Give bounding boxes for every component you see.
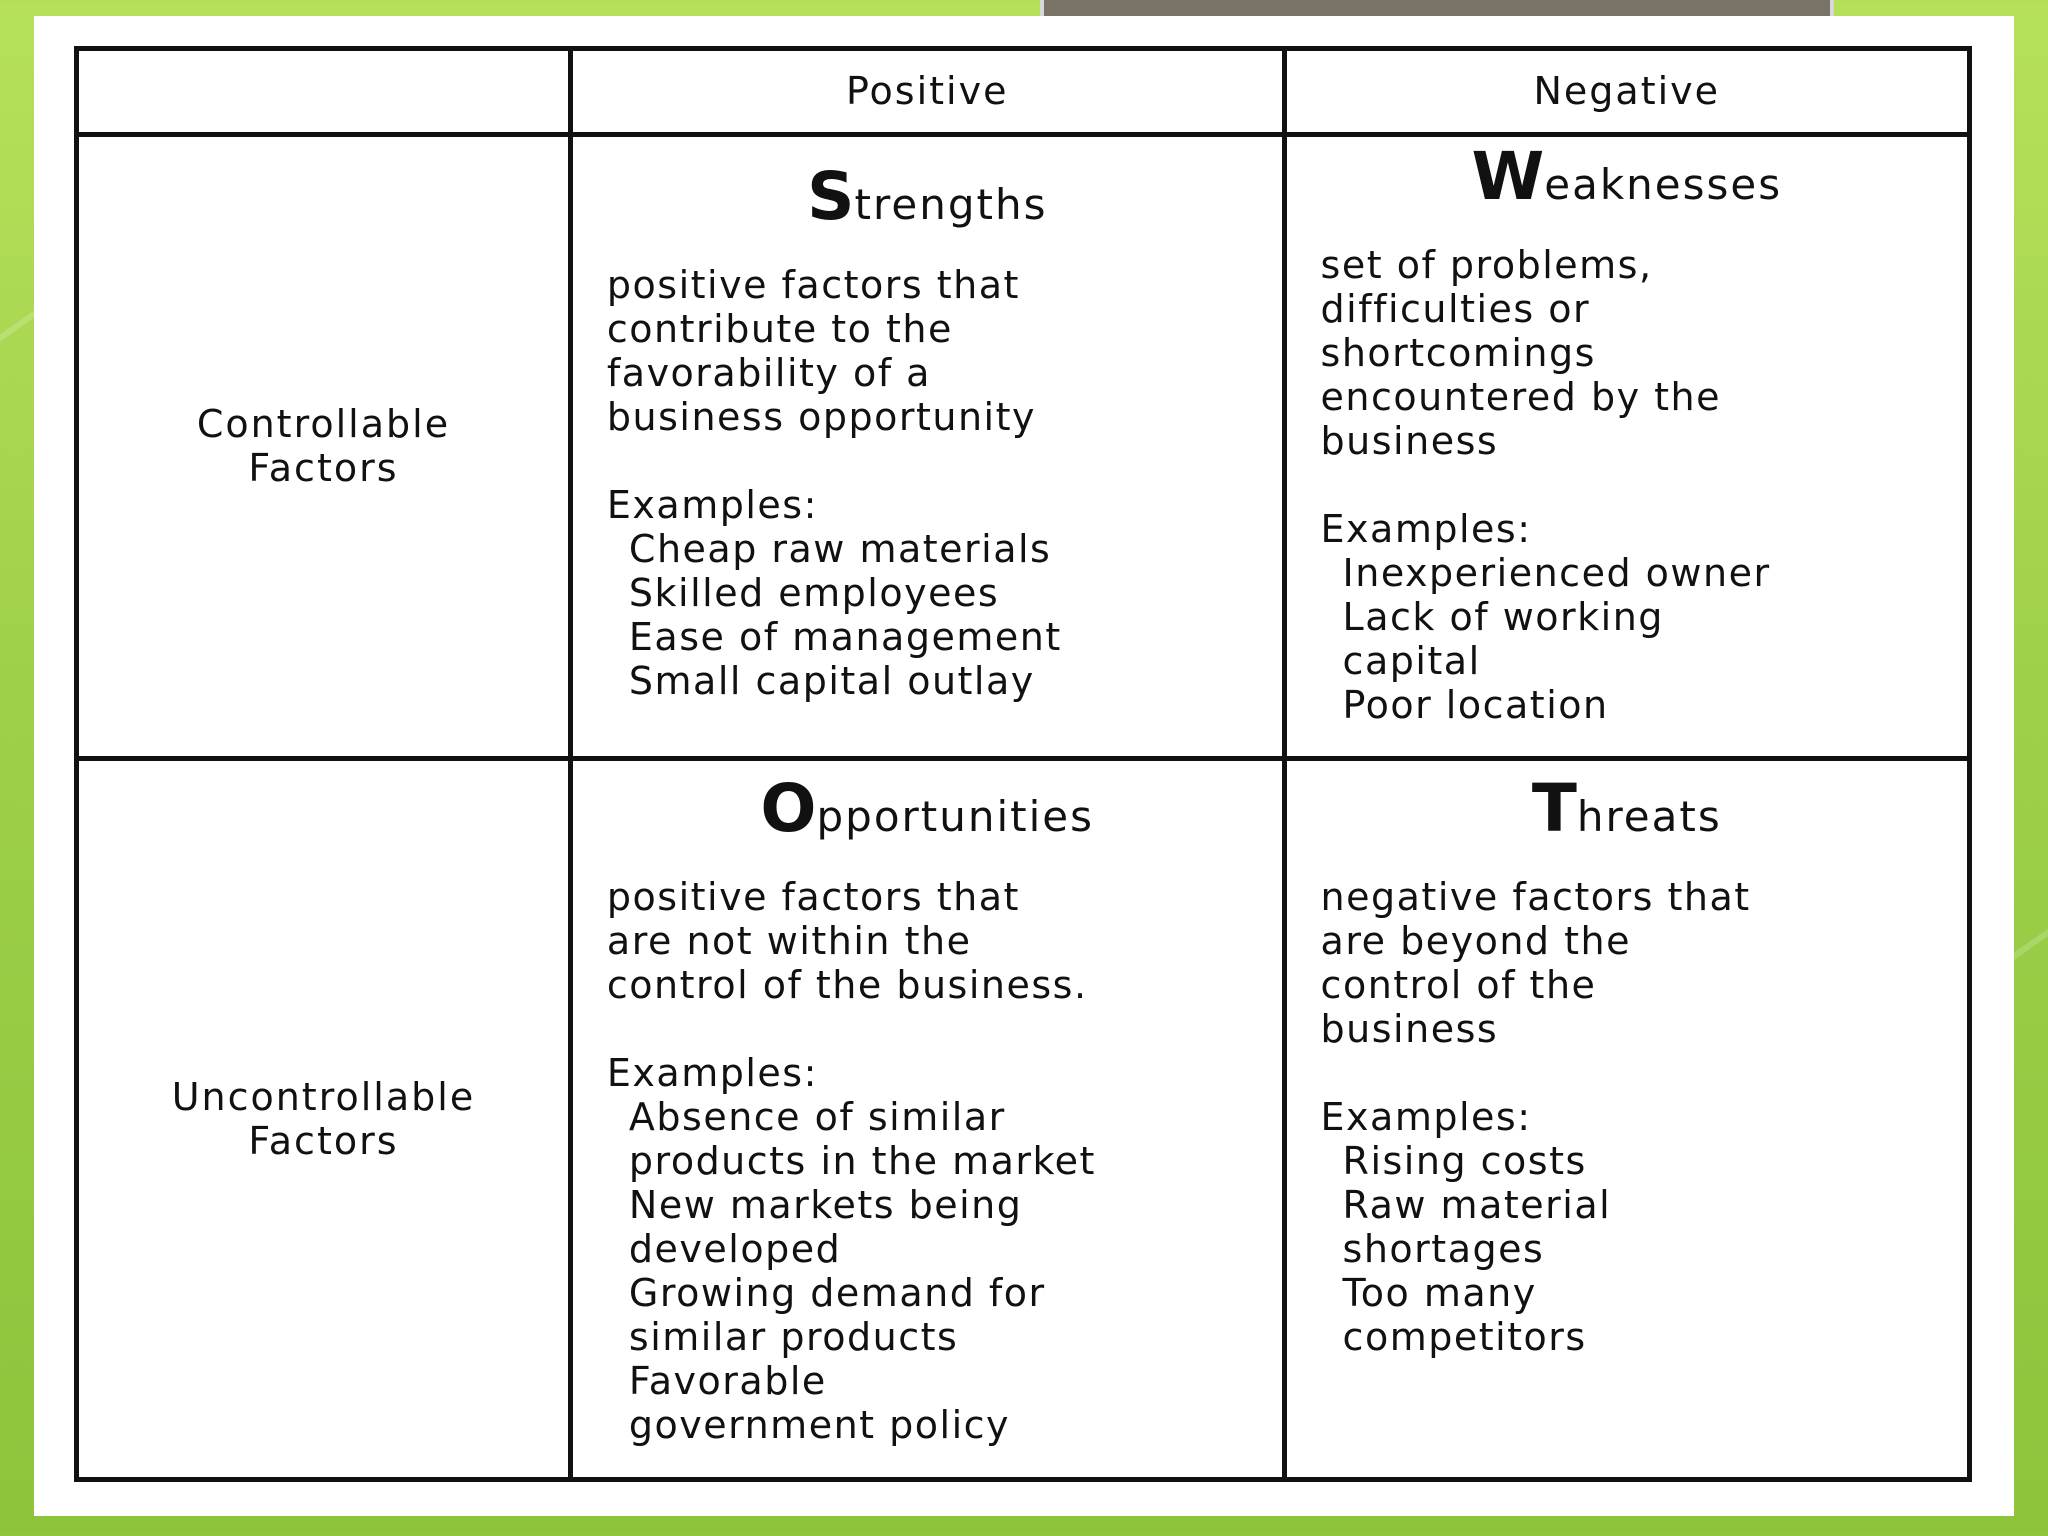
weaknesses-title xyxy=(1287,137,1967,215)
threats-title xyxy=(1287,769,1967,847)
examples-label: Examples: xyxy=(606,482,818,527)
strengths-cell xyxy=(570,134,1284,758)
example-item: Raw material xyxy=(1342,1182,1612,1227)
opportunities-examples xyxy=(607,1095,1282,1447)
description-line: business xyxy=(1320,1006,1499,1051)
row-label-line: Uncontrollable xyxy=(171,1074,476,1119)
example-item: developed xyxy=(628,1226,842,1271)
cropped-top-bar xyxy=(1040,0,1834,16)
example-item: Small capital outlay xyxy=(628,658,1035,703)
description-line: encountered by the xyxy=(1320,374,1722,419)
threats-examples xyxy=(1321,1139,1967,1359)
description-line: are beyond the xyxy=(1320,918,1631,963)
strengths-title xyxy=(573,157,1282,235)
description-line: control of the business. xyxy=(606,962,1088,1007)
example-item: Favorable xyxy=(628,1358,827,1403)
opportunities-title-rest: pportunities xyxy=(816,791,1095,841)
description-line: shortcomings xyxy=(1320,330,1596,375)
weaknesses-initial: W xyxy=(1471,137,1545,215)
description-line: business xyxy=(1320,418,1499,463)
threats-initial: T xyxy=(1531,769,1577,847)
description-line: difficulties or xyxy=(1320,286,1591,331)
strengths-initial: S xyxy=(807,157,855,235)
description-line: favorability of a xyxy=(606,350,931,395)
example-item: Too many xyxy=(1342,1270,1537,1315)
uncontrollable-row xyxy=(77,758,1970,1479)
row-label-line: Controllable xyxy=(196,402,451,447)
weaknesses-title-rest: eaknesses xyxy=(1544,159,1783,209)
example-item: Skilled employees xyxy=(628,570,1000,615)
example-item: competitors xyxy=(1342,1314,1587,1359)
example-item: Rising costs xyxy=(1342,1138,1587,1183)
opportunities-description xyxy=(607,875,1282,1007)
row-label-line: Factors xyxy=(248,1118,399,1163)
example-item: Absence of similar xyxy=(628,1094,1006,1139)
example-item: capital xyxy=(1342,638,1481,683)
description-line: positive factors that xyxy=(606,874,1020,919)
slide-panel xyxy=(34,16,2014,1516)
opportunities-title xyxy=(573,769,1282,847)
example-item: New markets being xyxy=(628,1182,1023,1227)
weaknesses-cell xyxy=(1284,134,1969,758)
example-item: Inexperienced owner xyxy=(1342,550,1771,595)
header-negative: Negative xyxy=(1284,49,1969,135)
description-line: positive factors that xyxy=(606,262,1020,307)
example-item: Poor location xyxy=(1342,682,1609,727)
description-line: are not within the xyxy=(606,918,972,963)
strengths-title-rest: trengths xyxy=(854,179,1048,229)
strengths-examples xyxy=(607,527,1282,703)
controllable-factors-label xyxy=(77,134,571,758)
swot-table xyxy=(74,46,1972,1482)
examples-label: Examples: xyxy=(1320,1094,1532,1139)
example-item: Ease of management xyxy=(628,614,1062,659)
example-item: Lack of working xyxy=(1342,594,1664,639)
description-line: set of problems, xyxy=(1320,242,1653,287)
header-blank-cell xyxy=(77,49,571,135)
threats-title-rest: hreats xyxy=(1576,791,1722,841)
uncontrollable-factors-label xyxy=(77,758,571,1479)
description-line: control of the xyxy=(1320,962,1597,1007)
header-row xyxy=(77,49,1970,135)
example-item: government policy xyxy=(628,1402,1011,1447)
opportunities-initial: O xyxy=(760,769,817,847)
header-positive: Positive xyxy=(570,49,1284,135)
weaknesses-examples xyxy=(1321,551,1967,727)
strengths-description xyxy=(607,263,1282,439)
example-item: Cheap raw materials xyxy=(628,526,1052,571)
opportunities-cell xyxy=(570,758,1284,1479)
example-item: Growing demand for xyxy=(628,1270,1046,1315)
threats-cell xyxy=(1284,758,1969,1479)
examples-label: Examples: xyxy=(1320,506,1532,551)
description-line: contribute to the xyxy=(606,306,953,351)
weaknesses-description xyxy=(1321,243,1967,463)
threats-description xyxy=(1321,875,1967,1051)
example-item: shortages xyxy=(1342,1226,1545,1271)
row-label-line: Factors xyxy=(248,446,399,491)
example-item: similar products xyxy=(628,1314,959,1359)
example-item: products in the market xyxy=(628,1138,1096,1183)
examples-label: Examples: xyxy=(606,1050,818,1095)
description-line: negative factors that xyxy=(1320,874,1751,919)
controllable-row xyxy=(77,134,1970,758)
description-line: business opportunity xyxy=(606,394,1036,439)
